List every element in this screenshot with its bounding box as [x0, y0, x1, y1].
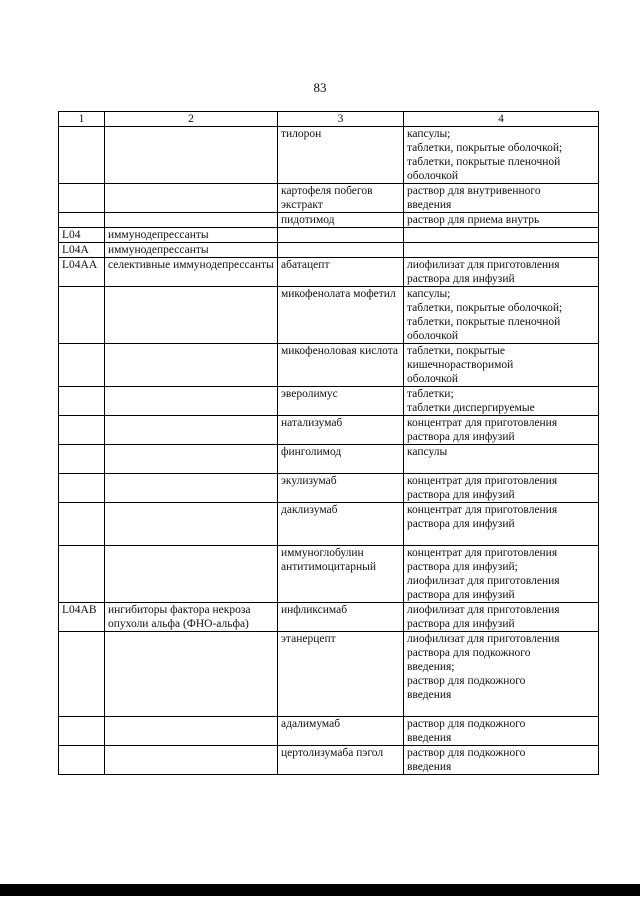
table-row — [59, 228, 599, 243]
atc-code-cell — [59, 503, 105, 546]
atc-code-cell — [59, 632, 105, 717]
dosage-form-line: раствора для инфузий; — [407, 561, 518, 573]
table-row — [59, 243, 599, 258]
pharmacological-group-cell: иммунодепрессанты — [105, 228, 278, 243]
dosage-form-line: раствор для внутривенного — [407, 185, 541, 197]
dosage-form-cell — [404, 746, 599, 775]
pharmacological-group-cell — [105, 474, 278, 503]
pharmacological-group-cell — [105, 546, 278, 603]
drug-name-cell: тилорон — [278, 127, 404, 184]
bottom-scan-bar — [0, 884, 640, 896]
table-row — [59, 632, 599, 717]
dosage-form-cell — [404, 228, 599, 243]
dosage-form-line: таблетки диспергируемые — [407, 402, 535, 414]
dosage-form-cell — [404, 387, 599, 416]
dosage-form-cell — [404, 213, 599, 228]
drug-name-cell — [278, 243, 404, 258]
dosage-form-line: раствора для подкожного — [407, 647, 531, 659]
dosage-form-cell — [404, 632, 599, 717]
pharmacological-group-cell — [105, 503, 278, 546]
dosage-form-line: концентрат для приготовления — [407, 547, 558, 559]
pharmacological-group-cell — [105, 632, 278, 717]
dosage-form-cell — [404, 344, 599, 387]
dosage-form-line: раствор для подкожного — [407, 747, 526, 759]
drug-name-cell: эверолимус — [278, 387, 404, 416]
page-number: 83 — [313, 80, 327, 95]
drug-classification-table — [58, 111, 599, 775]
dosage-form-line: таблетки, покрытые пленочной — [407, 316, 561, 328]
column-header-drug: 3 — [278, 112, 404, 127]
dosage-form-cell — [404, 445, 599, 474]
dosage-form-line: раствора для инфузий — [407, 431, 515, 443]
drug-name-cell: экулизумаб — [278, 474, 404, 503]
drug-name-cell: микофенолата мофетил — [278, 287, 404, 344]
dosage-form-line: раствор для подкожного — [407, 718, 526, 730]
dosage-form-line: концентрат для приготовления — [407, 504, 558, 516]
dosage-form-line: раствор для приема внутрь — [407, 214, 540, 226]
dosage-form-line: раствора для инфузий — [407, 518, 515, 530]
table-row — [59, 717, 599, 746]
pharmacological-group-cell — [105, 387, 278, 416]
dosage-form-line: таблетки; — [407, 388, 454, 400]
atc-code-cell — [59, 445, 105, 474]
drug-name-cell: инфликсимаб — [278, 603, 404, 632]
table-row — [59, 603, 599, 632]
table-row — [59, 184, 599, 213]
dosage-form-cell — [404, 474, 599, 503]
dosage-form-cell — [404, 503, 599, 546]
dosage-form-line: лиофилизат для приготовления — [407, 259, 560, 271]
dosage-form-line: раствора для инфузий — [407, 489, 515, 501]
dosage-form-line: введения — [407, 689, 452, 701]
dosage-form-line: оболочкой — [407, 373, 459, 385]
pharmacological-group-cell — [105, 287, 278, 344]
atc-code-cell — [59, 717, 105, 746]
drug-name-cell: пидотимод — [278, 213, 404, 228]
dosage-form-line: раствора для инфузий — [407, 273, 515, 285]
column-header-code: 1 — [59, 112, 105, 127]
atc-code-cell: L04AB — [59, 603, 105, 632]
pharmacological-group-cell — [105, 184, 278, 213]
dosage-form-cell — [404, 258, 599, 287]
drug-name-cell: натализумаб — [278, 416, 404, 445]
column-header-group: 2 — [105, 112, 278, 127]
dosage-form-cell — [404, 184, 599, 213]
pharmacological-group-cell: ингибиторы фактора некроза опухоли альфа (ФНО-альфа) — [105, 603, 278, 632]
atc-code-cell: L04A — [59, 243, 105, 258]
table-row — [59, 258, 599, 287]
dosage-form-line: таблетки, покрытые пленочной — [407, 156, 561, 168]
atc-code-cell — [59, 746, 105, 775]
dosage-form-cell — [404, 243, 599, 258]
atc-code-cell: L04AA — [59, 258, 105, 287]
table-row — [59, 127, 599, 184]
atc-code-cell — [59, 416, 105, 445]
atc-code-cell — [59, 213, 105, 228]
atc-code-cell — [59, 474, 105, 503]
dosage-form-line: лиофилизат для приготовления — [407, 575, 560, 587]
dosage-form-cell — [404, 717, 599, 746]
table-row — [59, 746, 599, 775]
dosage-form-cell — [404, 127, 599, 184]
dosage-form-line: лиофилизат для приготовления — [407, 604, 560, 616]
table-row — [59, 387, 599, 416]
pharmacological-group-cell — [105, 746, 278, 775]
dosage-form-line: введения — [407, 199, 452, 211]
atc-code-cell — [59, 344, 105, 387]
drug-name-cell: финголимод — [278, 445, 404, 474]
atc-code-cell — [59, 184, 105, 213]
atc-code-cell: L04 — [59, 228, 105, 243]
table-row — [59, 213, 599, 228]
dosage-form-line: таблетки, покрытые оболочкой; — [407, 302, 563, 314]
dosage-form-cell — [404, 546, 599, 603]
table-row — [59, 416, 599, 445]
dosage-form-line: таблетки, покрытые — [407, 345, 506, 357]
pharmacological-group-cell — [105, 445, 278, 474]
atc-code-cell — [59, 546, 105, 603]
table-row — [59, 287, 599, 344]
column-header-form: 4 — [404, 112, 599, 127]
dosage-form-line: раствора для инфузий — [407, 618, 515, 630]
atc-code-cell — [59, 387, 105, 416]
dosage-form-line: концентрат для приготовления — [407, 417, 558, 429]
dosage-form-line: лиофилизат для приготовления — [407, 633, 560, 645]
dosage-form-line: концентрат для приготовления — [407, 475, 558, 487]
drug-name-cell: иммуноглобулин антитимоцитарный — [278, 546, 404, 603]
table-row — [59, 445, 599, 474]
pharmacological-group-cell — [105, 213, 278, 228]
table-row — [59, 503, 599, 546]
dosage-form-line: капсулы; — [407, 128, 451, 140]
dosage-form-line: введения; — [407, 661, 455, 673]
drug-name-cell: адалимумаб — [278, 717, 404, 746]
drug-name-cell: микофеноловая кислота — [278, 344, 404, 387]
pharmacological-group-cell — [105, 717, 278, 746]
table-body — [59, 127, 599, 775]
table-row — [59, 344, 599, 387]
dosage-form-line: капсулы — [407, 446, 448, 458]
atc-code-cell — [59, 127, 105, 184]
pharmacological-group-cell — [105, 344, 278, 387]
pharmacological-group-cell — [105, 416, 278, 445]
pharmacological-group-cell — [105, 127, 278, 184]
dosage-form-line: раствор для подкожного — [407, 675, 526, 687]
drug-name-cell: абатацепт — [278, 258, 404, 287]
dosage-form-cell — [404, 603, 599, 632]
table-header-row — [59, 112, 599, 127]
atc-code-cell — [59, 287, 105, 344]
drug-name-cell — [278, 228, 404, 243]
dosage-form-line: капсулы; — [407, 288, 451, 300]
dosage-form-line: оболочкой — [407, 170, 459, 182]
dosage-form-line: оболочкой — [407, 330, 459, 342]
dosage-form-cell — [404, 287, 599, 344]
dosage-form-cell — [404, 416, 599, 445]
drug-name-cell: картофеля побегов экстракт — [278, 184, 404, 213]
dosage-form-line: раствора для инфузий — [407, 589, 515, 601]
drug-name-cell: этанерцепт — [278, 632, 404, 717]
drug-name-cell: даклизумаб — [278, 503, 404, 546]
pharmacological-group-cell: селективные иммунодепрессанты — [105, 258, 278, 287]
pharmacological-group-cell: иммунодепрессанты — [105, 243, 278, 258]
dosage-form-line: введения — [407, 761, 452, 773]
dosage-form-line: таблетки, покрытые оболочкой; — [407, 142, 563, 154]
table-row — [59, 474, 599, 503]
dosage-form-line: введения — [407, 732, 452, 744]
drug-name-cell: цертолизумаба пэгол — [278, 746, 404, 775]
table-row — [59, 546, 599, 603]
dosage-form-line: кишечнорастворимой — [407, 359, 514, 371]
